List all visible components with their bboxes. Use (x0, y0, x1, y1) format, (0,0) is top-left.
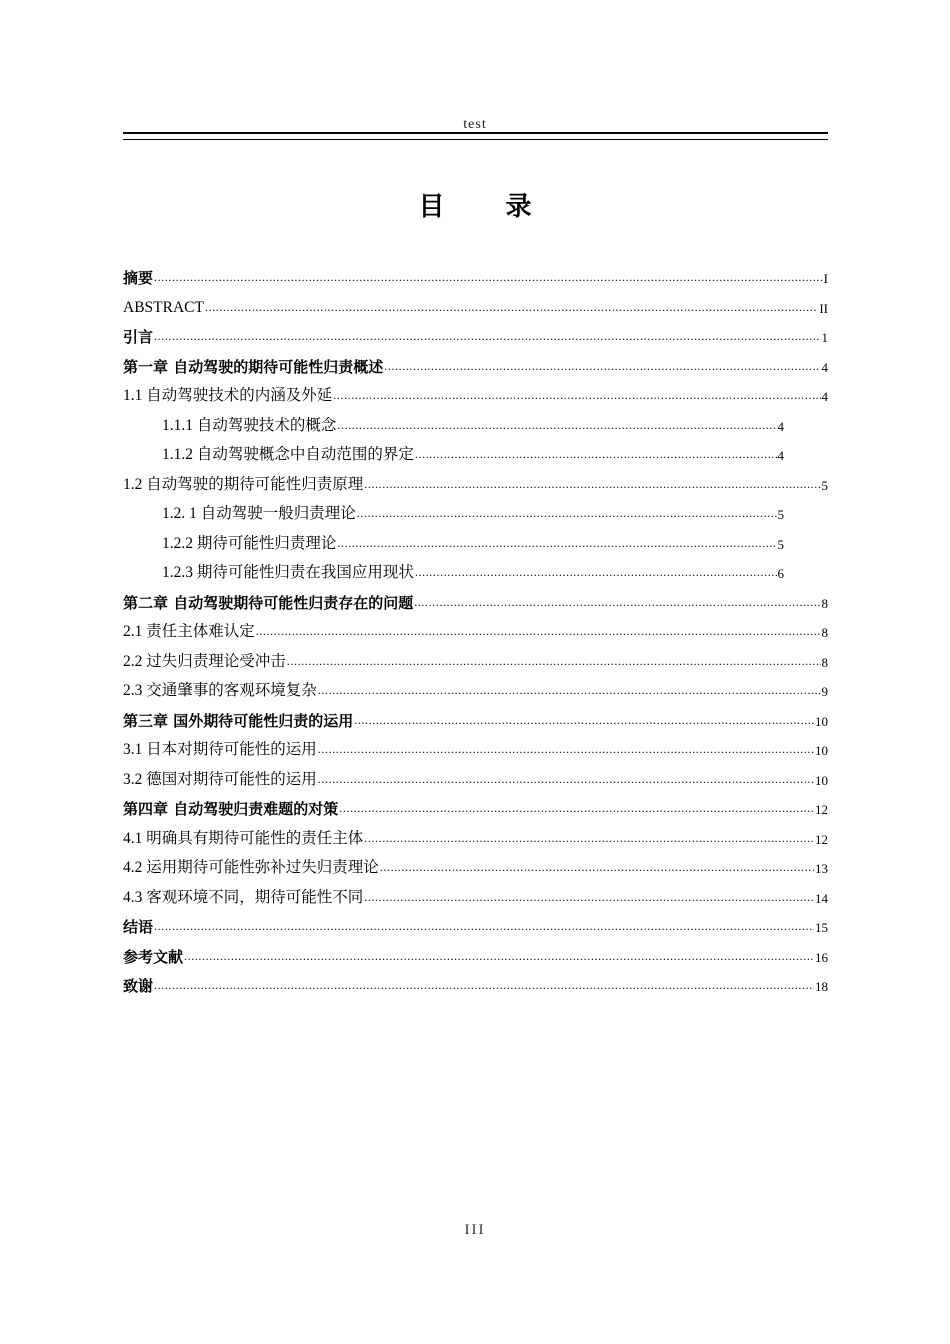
toc-entry-section-1-2-2[interactable] (162, 525, 784, 555)
toc-entry-page: I (823, 271, 828, 286)
toc-entry-label: 1.1.1 自动驾驶技术的概念 (162, 416, 337, 434)
toc-entry-page: 13 (815, 861, 828, 876)
toc-entry-page: 5 (777, 507, 784, 522)
toc-leader-dots (333, 386, 820, 404)
toc-leader-dots (318, 681, 821, 699)
toc-entry-section-1-1[interactable] (123, 377, 828, 407)
toc-entry-acknowledgements[interactable] (123, 967, 828, 997)
toc-entry-label: 1.1.2 自动驾驶概念中自动范围的界定 (162, 446, 414, 463)
toc-leader-dots (337, 416, 776, 434)
toc-entry-label: 2.1 责任主体难认定 (123, 623, 255, 640)
toc-entry-label: 结语 (123, 918, 154, 936)
toc-entry-abstract-en[interactable] (123, 289, 828, 319)
toc-entry-chapter-4[interactable] (123, 790, 828, 820)
toc-leader-dots (205, 298, 818, 316)
toc-entry-page: II (819, 300, 828, 316)
toc-entry-page: 1 (821, 330, 828, 345)
toc-entry-label: 致谢 (123, 977, 154, 995)
toc-entry-label: 参考文献 (123, 947, 184, 966)
toc-leader-dots (414, 593, 820, 611)
toc-leader-dots (364, 888, 814, 906)
toc-entry-page: 15 (815, 920, 828, 935)
toc-leader-dots (364, 829, 814, 847)
toc-leader-dots (154, 268, 823, 286)
toc-leader-dots (415, 563, 777, 581)
toc-entry-section-1-2-1[interactable] (162, 495, 784, 525)
toc-entry-section-2-3[interactable] (123, 672, 828, 702)
toc-entry-section-1-2[interactable] (123, 466, 828, 496)
toc-entry-page: 4 (777, 418, 784, 434)
toc-entry-label: ABSTRACT (123, 298, 204, 316)
toc-entry-label: 1.1 自动驾驶技术的内涵及外延 (123, 387, 333, 404)
toc-entry-label: 2.3 交通肇事的客观环境复杂 (123, 682, 317, 699)
toc-entry-section-3-1[interactable] (123, 731, 828, 761)
toc-leader-dots (154, 976, 814, 994)
toc-entry-label: 第二章 自动驾驶期待可能性归责存在的问题 (123, 593, 414, 612)
page-number: III (464, 1222, 486, 1238)
toc-entry-label: 引言 (123, 328, 154, 346)
toc-entry-section-3-2[interactable] (123, 761, 828, 791)
toc-leader-dots (380, 858, 814, 876)
toc-entry-page: 8 (821, 595, 828, 611)
toc-entry-references[interactable] (123, 938, 828, 968)
toc-entry-label: 第三章 国外期待可能性归责的运用 (123, 711, 354, 730)
toc-entry-page: 10 (815, 713, 828, 729)
toc-leader-dots (357, 504, 777, 522)
toc-entry-section-4-3[interactable] (123, 879, 828, 909)
toc-entry-section-1-1-1[interactable] (162, 407, 784, 437)
toc-entry-section-4-1[interactable] (123, 820, 828, 850)
toc-entry-label: 4.1 明确具有期待可能性的责任主体 (123, 829, 364, 847)
toc-entry-page: 10 (815, 743, 828, 758)
toc-entry-label: 第四章 自动驾驶归责难题的对策 (123, 800, 339, 818)
toc-leader-dots (256, 622, 821, 640)
toc-entry-page: 16 (815, 949, 828, 965)
toc-leader-dots (154, 327, 820, 345)
toc-entry-abstract-cn[interactable] (123, 259, 828, 289)
toc-leader-dots (339, 799, 814, 817)
toc-leader-dots (318, 740, 814, 758)
toc-leader-dots (154, 917, 814, 935)
toc-entry-label: 1.2.3 期待可能性归责在我国应用现状 (162, 564, 414, 581)
toc-entry-page: 12 (815, 802, 828, 817)
toc-entry-page: 10 (815, 772, 828, 788)
toc-entry-page: 4 (821, 389, 828, 404)
toc-leader-dots (287, 652, 821, 670)
toc-entry-label: 4.3 客观环境不同，期待可能性不同 (123, 888, 364, 906)
toc-entry-label: 摘要 (123, 269, 154, 287)
toc-entry-page: 12 (815, 831, 828, 847)
toc-entry-section-1-1-2[interactable] (162, 436, 784, 466)
toc-leader-dots (384, 357, 820, 375)
page-header-text: test (463, 117, 487, 132)
toc-entry-conclusion[interactable] (123, 908, 828, 938)
toc-leader-dots (415, 445, 777, 463)
toc-entry-chapter-3[interactable] (123, 702, 828, 732)
toc-leader-dots (337, 534, 776, 552)
toc-entry-label: 3.1 日本对期待可能性的运用 (123, 741, 317, 758)
toc-entry-page: 8 (821, 654, 828, 670)
toc-entry-label: 1.2.2 期待可能性归责理论 (162, 534, 337, 552)
toc-entry-page: 8 (821, 625, 828, 640)
toc-entry-introduction[interactable] (123, 318, 828, 348)
toc-entry-section-2-1[interactable] (123, 613, 828, 643)
toc-entry-label: 1.2 自动驾驶的期待可能性归责原理 (123, 475, 364, 493)
toc-entry-chapter-1[interactable] (123, 348, 828, 378)
toc-entry-page: 9 (821, 684, 828, 699)
toc-entry-label: 4.2 运用期待可能性弥补过失归责理论 (123, 859, 379, 876)
toc-entry-page: 4 (777, 448, 784, 463)
toc-entry-label: 3.2 德国对期待可能性的运用 (123, 770, 317, 788)
toc-entry-page: 14 (815, 890, 828, 906)
toc-entry-page: 4 (821, 359, 828, 375)
toc-entry-label: 2.2 过失归责理论受冲击 (123, 652, 286, 670)
toc-entry-label: 第一章 自动驾驶的期待可能性归责概述 (123, 357, 384, 376)
toc-entry-page: 5 (821, 477, 828, 493)
toc-entry-page: 18 (815, 979, 828, 994)
toc-leader-dots (318, 770, 814, 788)
toc-entry-page: 5 (777, 536, 784, 552)
toc-title: 目 录 (418, 192, 558, 222)
toc-leader-dots (184, 947, 814, 965)
toc-leader-dots (354, 711, 814, 729)
toc-entry-section-2-2[interactable] (123, 643, 828, 673)
toc-entry-chapter-2[interactable] (123, 584, 828, 614)
toc-entry-page: 6 (777, 566, 784, 581)
header-rule (123, 132, 828, 140)
toc-entry-label: 1.2. 1 自动驾驶一般归责理论 (162, 505, 356, 522)
toc-entry-section-1-2-3[interactable] (162, 554, 784, 584)
toc-leader-dots (364, 475, 820, 493)
toc-entry-section-4-2[interactable] (123, 849, 828, 879)
